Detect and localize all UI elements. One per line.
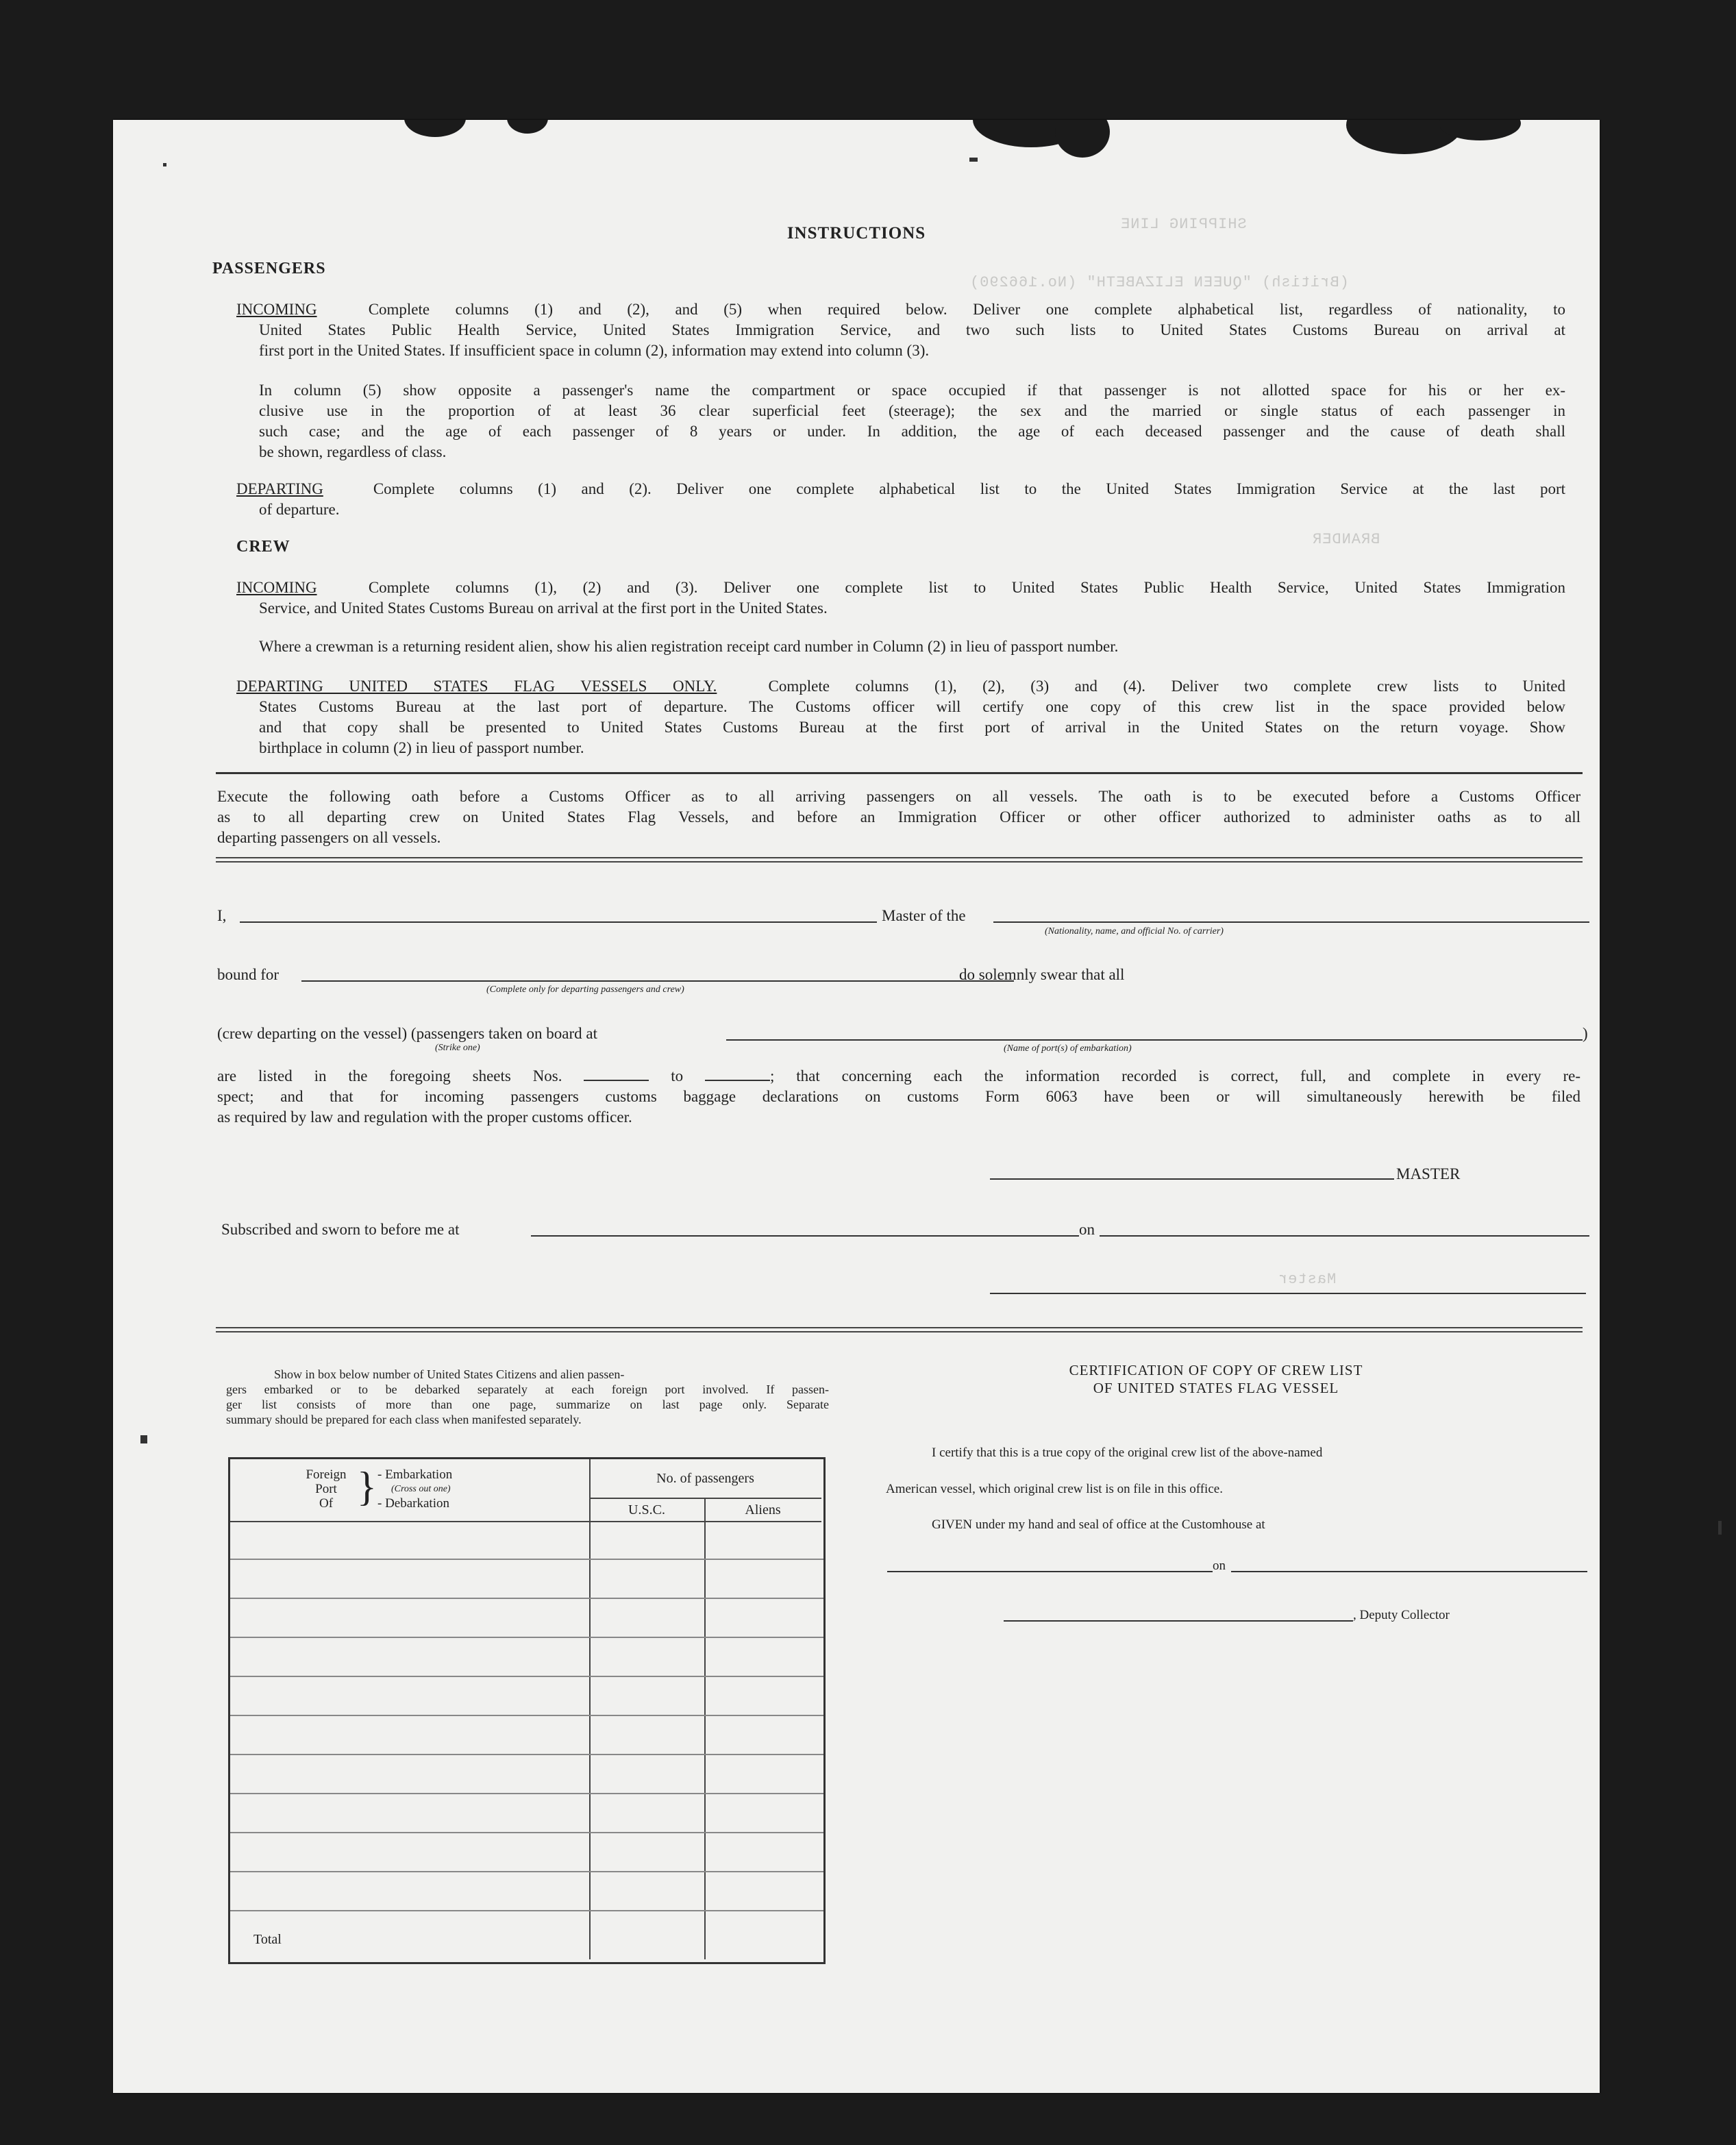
embarkation-labels — [377, 1467, 452, 1511]
column5-line-3: such case; and the age of each passenger of 8 years or under. In addition, the age of each deceased passenger and the cause of death shall — [259, 423, 1565, 440]
torn-edge — [1055, 120, 1110, 158]
certify-text: I certify that this is a true copy of the original crew list of the above-named — [932, 1446, 1323, 1460]
cross-out-note: (Cross out one) — [391, 1484, 451, 1494]
embarkation-label: - Embarkation — [377, 1467, 453, 1482]
oath-intro-line-2: as to all departing crew on United States Flag Vessels, and before an Immigration Officer or other officer authorized to administer oaths as to all — [217, 808, 1580, 826]
passengers-heading: PASSENGERS — [212, 260, 326, 277]
summary-header — [230, 1459, 823, 1521]
master-of-the-label: Master of the — [882, 907, 966, 924]
aliens-header: Aliens — [704, 1499, 821, 1522]
vessel-field[interactable] — [993, 921, 1589, 923]
sheet-from-field[interactable] — [584, 1080, 649, 1081]
master-label: MASTER — [1396, 1165, 1461, 1182]
crew-departing-line-2: States Customs Bureau at the last port of departure. The Customs officer will certify one copy of this crew list in the space provided below — [259, 698, 1565, 715]
crew-departing-text: Complete columns (1), (2), (3) and (4). Deliver two complete crew lists to United — [768, 678, 1566, 695]
master-signature-field[interactable] — [990, 1178, 1394, 1180]
officer-signature-field[interactable] — [990, 1293, 1586, 1294]
debarkation-label: - Debarkation — [377, 1496, 449, 1511]
bound-for-field[interactable] — [301, 980, 1014, 982]
crew-departing-line-1 — [236, 676, 1565, 696]
master-name-field[interactable] — [240, 921, 877, 923]
sheet-to-field[interactable] — [705, 1080, 770, 1081]
deputy-collector-signature-field[interactable] — [1004, 1620, 1353, 1622]
of-label: Of — [319, 1496, 334, 1511]
passengers-incoming-line-1 — [236, 299, 1565, 319]
usc-column-rule — [589, 1521, 591, 1959]
given-text: GIVEN under my hand and seal of office at the Customhouse at — [932, 1517, 1265, 1532]
bleed-through: (British) "QUEEN ELIZABETH" (No.166290) — [969, 274, 1349, 291]
total-label: Total — [253, 1932, 282, 1947]
bleed-through: Master — [1278, 1271, 1337, 1288]
oath-intro-line-1: Execute the following oath before a Customs Officer as to all arriving passengers on all vessels. The oath is to be executed before a Customs Officer — [217, 788, 1580, 805]
scan-speck — [140, 1435, 147, 1443]
summary-note — [226, 1367, 829, 1427]
page-title: INSTRUCTIONS — [786, 224, 926, 243]
certification-title-line-2: OF UNITED STATES FLAG VESSEL — [1093, 1380, 1339, 1396]
table-row[interactable] — [230, 1676, 823, 1677]
double-divider — [216, 1327, 1583, 1332]
listed-line-3: as required by law and regulation with the proper customs officer. — [217, 1108, 632, 1126]
complete-only-note: (Complete only for departing passengers and crew) — [486, 984, 684, 995]
bleed-through: BRANDER — [1312, 531, 1380, 548]
swear-text: do solemnly swear that all — [959, 966, 1125, 983]
certification-on-label: on — [1213, 1559, 1226, 1573]
double-divider — [216, 857, 1583, 863]
summary-note-line-2: gers embarked or to be debarked separately at each foreign port involved. If passen- — [226, 1383, 829, 1396]
certification-date-field[interactable] — [1231, 1571, 1587, 1572]
bleed-through: SHIPPING LINE — [1120, 216, 1247, 233]
column5-line-4: be shown, regardless of class. — [259, 443, 447, 460]
deputy-collector-label: , Deputy Collector — [1353, 1608, 1450, 1622]
table-row[interactable] — [230, 1754, 823, 1755]
crew-departing-line-4: birthplace in column (2) in lieu of passport number. — [259, 739, 584, 756]
certification-title-line-1: CERTIFICATION OF COPY OF CREW LIST — [1069, 1362, 1363, 1378]
foreign-label: Foreign — [306, 1467, 347, 1482]
certification-title — [949, 1361, 1483, 1397]
summary-note-line-1: Show in box below number of United States Citizens and alien passen- — [274, 1367, 625, 1381]
usc-header: U.S.C. — [589, 1499, 706, 1522]
passengers-departing-line-2: of departure. — [259, 501, 340, 518]
sworn-place-field[interactable] — [531, 1235, 1079, 1237]
table-row[interactable] — [230, 1715, 823, 1716]
departing-text: Complete columns (1) and (2). Deliver one complete alphabetical list to the United States Immigration Service at the last port — [373, 480, 1565, 497]
incoming-label: INCOMING — [236, 301, 317, 318]
close-paren: ) — [1583, 1025, 1588, 1042]
crew-incoming-line-1 — [236, 578, 1565, 597]
table-row[interactable] — [230, 1598, 823, 1599]
table-row[interactable] — [230, 1559, 823, 1560]
oath-intro-line-3: departing passengers on all vessels. — [217, 829, 441, 846]
port-header-cell — [230, 1459, 591, 1522]
crew-departing-label: DEPARTING UNITED STATES FLAG VESSELS ONLY. — [236, 678, 717, 695]
passengers-incoming-line-2: United States Public Health Service, United States Immigration Service, and two such lists to United States Customs Bureau on arrival at — [259, 321, 1565, 338]
crew-incoming-text: Complete columns (1), (2) and (3). Deliver one complete list to United States Public Health Service, United States Immigration — [368, 579, 1566, 596]
customhouse-field[interactable] — [887, 1571, 1213, 1572]
column5-line-2: clusive use in the proportion of at least 36 clear superficial feet (steerage); the sex and the married or single status of each passenger in — [259, 402, 1565, 419]
listed-line-1 — [217, 1066, 1580, 1086]
oath-i-label: I, — [217, 907, 227, 924]
to-label: to — [671, 1067, 684, 1084]
passengers-departing-line-1 — [236, 479, 1565, 499]
port-note: (Name of port(s) of embarkation) — [1004, 1043, 1132, 1054]
sworn-on-label: on — [1079, 1221, 1095, 1238]
scan-speck — [1718, 1521, 1722, 1535]
foreign-port-of-labels — [299, 1467, 354, 1511]
nationality-note: (Nationality, name, and official No. of carrier) — [1045, 926, 1224, 937]
form-page — [113, 120, 1600, 2093]
divider — [216, 772, 1583, 774]
scan-speck — [163, 163, 166, 166]
summary-note-line-4: summary should be prepared for each class when manifested separately. — [226, 1413, 582, 1426]
passenger-summary-box — [228, 1457, 826, 1964]
scan-speck — [969, 158, 978, 162]
listed-line-2: spect; and that for incoming passengers customs baggage declarations on customs Form 6063 have been or will simultaneously herewith be filed — [217, 1088, 1580, 1105]
brace: } — [357, 1464, 377, 1509]
crew-departing-oath-text: (crew departing on the vessel) (passengers taken on board at — [217, 1025, 597, 1042]
listed-text-b: ; that concerning each the information recorded is correct, full, and complete in every re- — [770, 1067, 1581, 1084]
port-label: Port — [315, 1482, 337, 1496]
crew-heading: CREW — [236, 538, 290, 556]
table-row[interactable] — [230, 1637, 823, 1638]
american-vessel-text: American vessel, which original crew list is on file in this office. — [886, 1482, 1223, 1496]
departing-label: DEPARTING — [236, 480, 323, 497]
no-of-passengers-header: No. of passengers — [589, 1459, 821, 1499]
summary-note-line-3: ger list consists of more than one page, summarize on last page only. Separate — [226, 1398, 829, 1411]
bound-for-label: bound for — [217, 966, 280, 983]
table-row[interactable] — [230, 1832, 823, 1833]
passengers-incoming-line-3: first port in the United States. If insufficient space in column (2), information may extend into column (3). — [259, 342, 930, 359]
listed-text-a: are listed in the foregoing sheets Nos. — [217, 1067, 562, 1084]
incoming-text: Complete columns (1) and (2), and (5) when required below. Deliver one complete alphabetical list, regardless of nationality, to — [368, 301, 1565, 318]
crew-departing-line-3: and that copy shall be presented to United States Customs Bureau at the first port of arrival in the United States on the return voyage. Show — [259, 719, 1565, 736]
aliens-column-rule — [704, 1521, 706, 1959]
strike-one-note: (Strike one) — [435, 1043, 480, 1053]
column5-line-1: In column (5) show opposite a passenger's name the compartment or space occupied if that passenger is not allotted space for his or her ex- — [259, 382, 1565, 399]
crew-resident-alien-text: Where a crewman is a returning resident alien, show his alien registration receipt card number in Column (2) in lieu of passport number. — [259, 638, 1119, 655]
subscribed-label: Subscribed and sworn to before me at — [221, 1221, 460, 1238]
torn-edge — [404, 120, 466, 137]
torn-edge — [507, 120, 548, 134]
table-row[interactable] — [230, 1793, 823, 1794]
crew-incoming-line-2: Service, and United States Customs Bureau on arrival at the first port in the United States. — [259, 599, 828, 617]
table-row[interactable] — [230, 1910, 823, 1911]
crew-incoming-label: INCOMING — [236, 579, 317, 596]
sworn-date-field[interactable] — [1100, 1235, 1589, 1237]
table-row[interactable] — [230, 1871, 823, 1872]
port-of-embarkation-field[interactable] — [726, 1039, 1583, 1041]
